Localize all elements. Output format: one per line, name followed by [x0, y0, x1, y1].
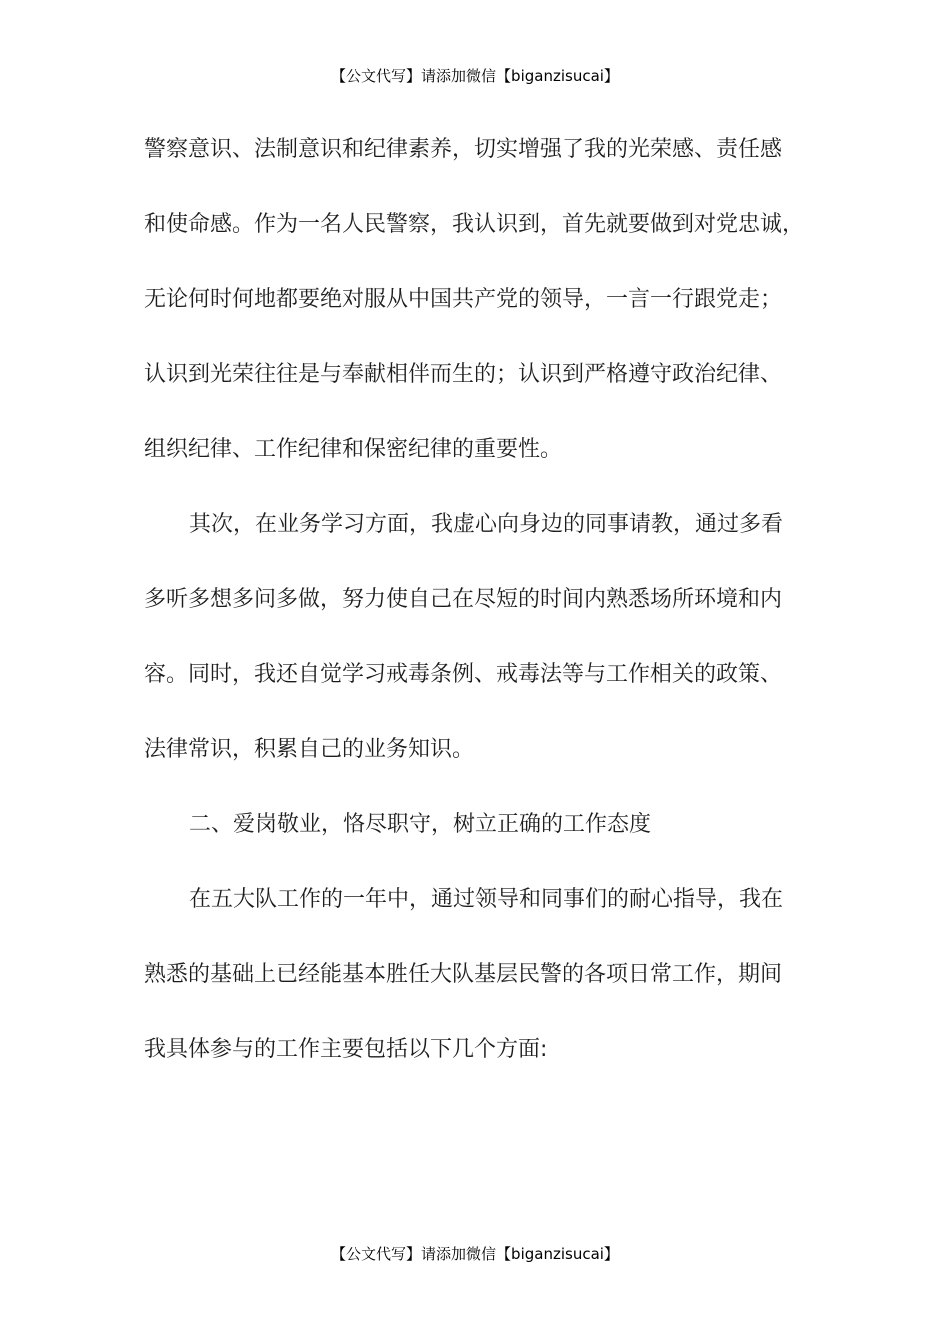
document-body — [144, 130, 834, 1105]
paragraph-line: 其次，在业务学习方面，我虚心向身边的同事请教，通过多看 — [189, 512, 784, 537]
paragraph-line: 熟悉的基础上已经能基本胜任大队基层民警的各项日常工作，期间 — [144, 962, 783, 987]
section-heading: 二、爱岗敬业，恪尽职守，树立正确的工作态度 — [189, 812, 652, 837]
paragraph-line: 我具体参与的工作主要包括以下几个方面: — [144, 1037, 548, 1062]
paragraph-line: 法律常识，积累自己的业务知识。 — [144, 737, 475, 762]
page-header: 【公文代写】请添加微信【biganzisucai】 — [331, 67, 619, 85]
paragraph-line: 容。同时，我还自觉学习戒毒条例、戒毒法等与工作相关的政策、 — [144, 662, 783, 687]
paragraph-line: 在五大队工作的一年中，通过领导和同事们的耐心指导，我在 — [189, 887, 784, 912]
paragraph-line: 和使命感。作为一名人民警察，我认识到，首先就要做到对党忠诚， — [144, 212, 805, 237]
paragraph-line: 认识到光荣往往是与奉献相伴而生的；认识到严格遵守政治纪律、 — [144, 362, 783, 387]
paragraph-line: 无论何时何地都要绝对服从中国共产党的领导，一言一行跟党走； — [144, 287, 783, 312]
paragraph-line: 组织纪律、工作纪律和保密纪律的重要性。 — [144, 437, 563, 462]
paragraph-line: 警察意识、法制意识和纪律素养，切实增强了我的光荣感、责任感 — [144, 137, 783, 162]
page-footer: 【公文代写】请添加微信【biganzisucai】 — [331, 1245, 619, 1263]
paragraph-line: 多听多想多问多做，努力使自己在尽短的时间内熟悉场所环境和内 — [144, 587, 783, 612]
